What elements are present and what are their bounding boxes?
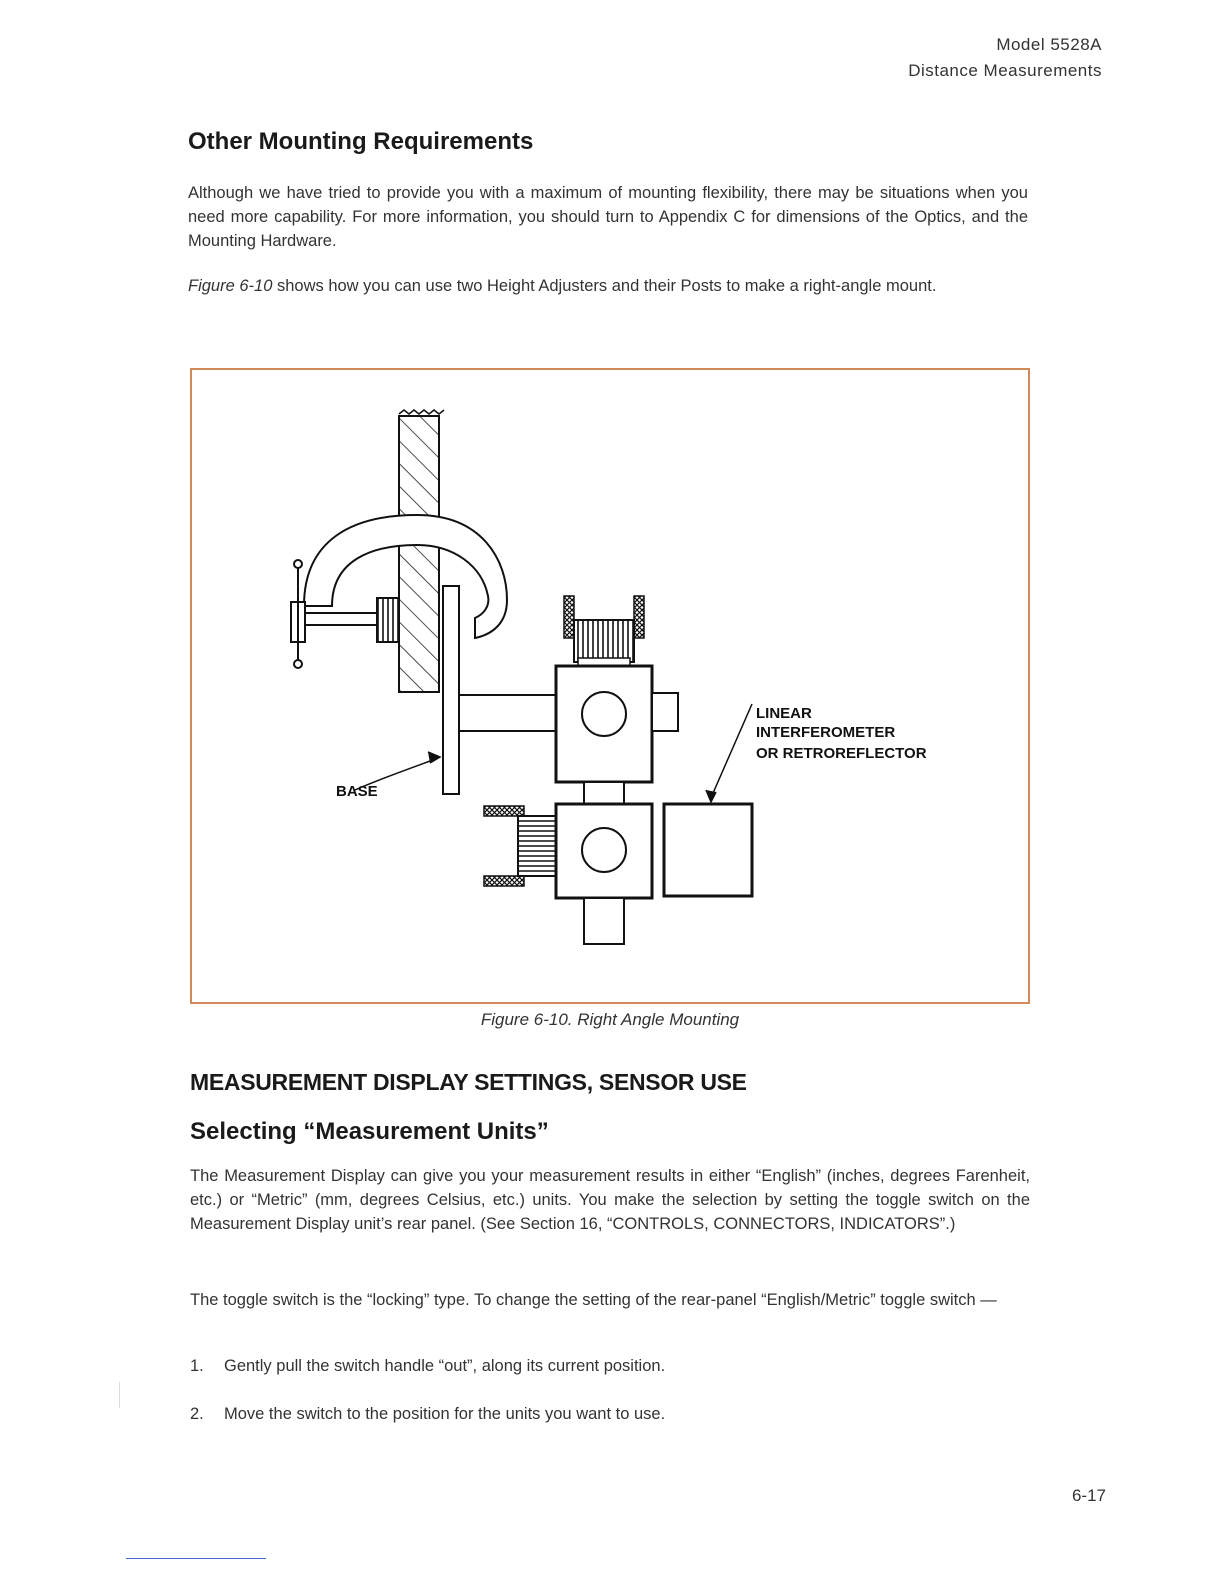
figure-right-angle-mounting [190, 368, 1030, 1004]
step-number: 1. [190, 1357, 204, 1375]
figure-reference-text: shows how you can use two Height Adjusters and their Posts to make a right-angle mount. [272, 277, 937, 295]
paragraph-figure-reference [188, 274, 1028, 298]
heading-other-mounting: Other Mounting Requirements [188, 128, 534, 155]
paragraph-units-explanation: The Measurement Display can give you your measurement results in either “English” (inches, degrees Farenheit, etc.) or “Metric” (mm, degrees Celsius, etc.) units. You make the selection by setting the toggle switch on the Measurement Display unit’s rear panel. (See Section 16, “CONTROLS, CONNECTORS, INDICATORS”.) [190, 1167, 1030, 1233]
list-item [190, 1405, 665, 1424]
vertical-post [399, 410, 444, 692]
header-model: Model 5528A [996, 35, 1102, 54]
label-retroreflector: OR RETROREFLECTOR [756, 745, 927, 762]
figure-caption: Figure 6-10. Right Angle Mounting [480, 1010, 740, 1029]
list-item [190, 1357, 665, 1376]
header-section: Distance Measurements [908, 61, 1102, 80]
margin-mark [119, 1382, 120, 1408]
interferometer-block [664, 804, 752, 896]
label-base: BASE [336, 783, 378, 800]
step-text: Move the switch to the position for the units you want to use. [224, 1405, 666, 1423]
upper-adjuster-knob [564, 596, 644, 666]
paragraph-toggle-switch: The toggle switch is the “locking” type. To change the setting of the rear-panel “English/Metric” toggle switch — [190, 1291, 997, 1309]
figure-reference: Figure 6-10 [188, 277, 273, 295]
step-number: 2. [190, 1405, 204, 1423]
footer-rule [126, 1558, 266, 1559]
page-header [908, 32, 1102, 84]
page-number: 6-17 [1071, 1486, 1106, 1505]
label-interferometer: INTERFEROMETER [756, 724, 896, 741]
step-text: Gently pull the switch handle “out”, along its current position. [224, 1357, 666, 1375]
horizontal-rod [459, 695, 556, 731]
lower-block [484, 804, 652, 944]
label-linear: LINEAR [756, 705, 812, 722]
upper-block [556, 666, 678, 804]
heading-measurement-display: MEASUREMENT DISPLAY SETTINGS, SENSOR USE [190, 1069, 747, 1095]
mounting-diagram [192, 370, 1028, 1002]
base-plate [443, 586, 459, 794]
heading-selecting-units: Selecting “Measurement Units” [190, 1118, 549, 1145]
paragraph-mounting-flexibility: Although we have tried to provide you with a maximum of mounting flexibility, there may be situations when you need more capability. For more information, you should turn to Appendix C for dimensions of the Optics, and the Mounting Hardware. [188, 184, 1028, 250]
